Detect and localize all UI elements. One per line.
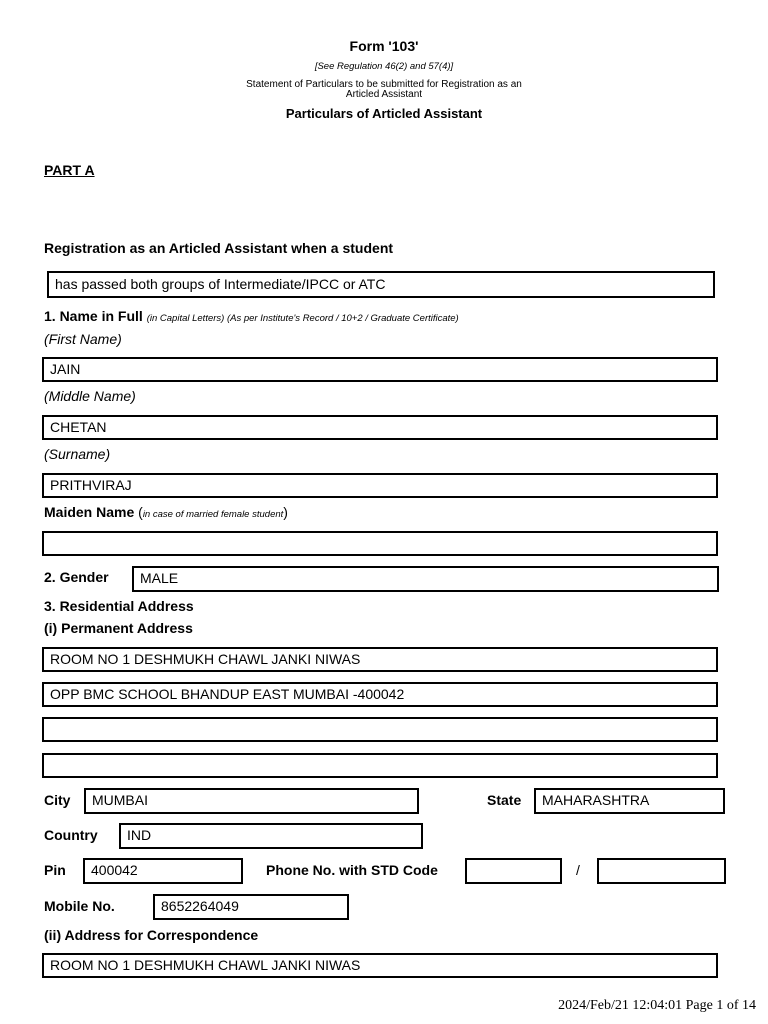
mobile-field[interactable]: 8652264049 — [153, 894, 349, 920]
form-title: Form '103' — [349, 38, 419, 54]
residential-address-heading: 3. Residential Address — [44, 598, 194, 614]
statement-line-2: Articled Assistant — [345, 89, 423, 100]
maiden-name-label — [44, 504, 288, 520]
middle-name-field[interactable]: CHETAN — [42, 415, 718, 440]
regulation-reference: [See Regulation 46(2) and 57(4)] — [314, 61, 454, 72]
part-a-heading: PART A — [44, 162, 95, 178]
name-heading-text: 1. Name in Full — [44, 308, 143, 324]
state-label: State — [487, 792, 522, 808]
correspondence-address-label: (ii) Address for Correspondence — [44, 927, 259, 943]
pin-label: Pin — [44, 862, 66, 878]
permanent-address-line-3[interactable] — [42, 717, 718, 742]
maiden-name-note: in case of married female student — [142, 509, 284, 520]
statement-line-1: Statement of Particulars to be submitted for Registration as an — [246, 79, 522, 90]
maiden-paren-open: ( — [138, 504, 143, 520]
first-name-label: (First Name) — [44, 331, 122, 347]
country-label: Country — [44, 827, 98, 843]
maiden-name-text: Maiden Name — [44, 504, 135, 520]
name-note: (in Capital Letters) (As per Institute's Record / 10+2 / Graduate Certificate) — [146, 313, 459, 324]
city-label: City — [44, 792, 71, 808]
permanent-address-line-4[interactable] — [42, 753, 718, 778]
first-name-field[interactable]: JAIN — [42, 357, 718, 382]
particulars-title: Particulars of Articled Assistant — [285, 106, 483, 121]
country-field[interactable]: IND — [119, 823, 423, 849]
pin-field[interactable]: 400042 — [83, 858, 243, 884]
registration-type-field[interactable]: has passed both groups of Intermediate/IPCC or ATC — [47, 271, 715, 298]
mobile-label: Mobile No. — [44, 898, 115, 914]
maiden-name-field[interactable] — [42, 531, 718, 556]
correspondence-address-line-1[interactable]: ROOM NO 1 DESHMUKH CHAWL JANKI NIWAS — [42, 953, 718, 978]
registration-heading: Registration as an Articled Assistant when a student — [44, 240, 394, 256]
state-field[interactable]: MAHARASHTRA — [534, 788, 725, 814]
permanent-address-label: (i) Permanent Address — [44, 620, 193, 636]
maiden-paren-close: ) — [283, 504, 288, 520]
phone-separator: / — [576, 862, 580, 878]
name-heading — [44, 308, 459, 324]
surname-field[interactable]: PRITHVIRAJ — [42, 473, 718, 498]
phone-std-code-field[interactable] — [465, 858, 562, 884]
gender-label: 2. Gender — [44, 569, 109, 585]
phone-label: Phone No. with STD Code — [266, 862, 438, 878]
phone-number-field[interactable] — [597, 858, 726, 884]
surname-label: (Surname) — [44, 446, 111, 462]
permanent-address-line-1[interactable]: ROOM NO 1 DESHMUKH CHAWL JANKI NIWAS — [42, 647, 718, 672]
page-stamp: 2024/Feb/21 12:04:01 Page 1 of 14 — [558, 998, 756, 1013]
city-field[interactable]: MUMBAI — [84, 788, 419, 814]
middle-name-label: (Middle Name) — [44, 388, 136, 404]
permanent-address-line-2[interactable]: OPP BMC SCHOOL BHANDUP EAST MUMBAI -400042 — [42, 682, 718, 707]
gender-field[interactable]: MALE — [132, 566, 719, 592]
